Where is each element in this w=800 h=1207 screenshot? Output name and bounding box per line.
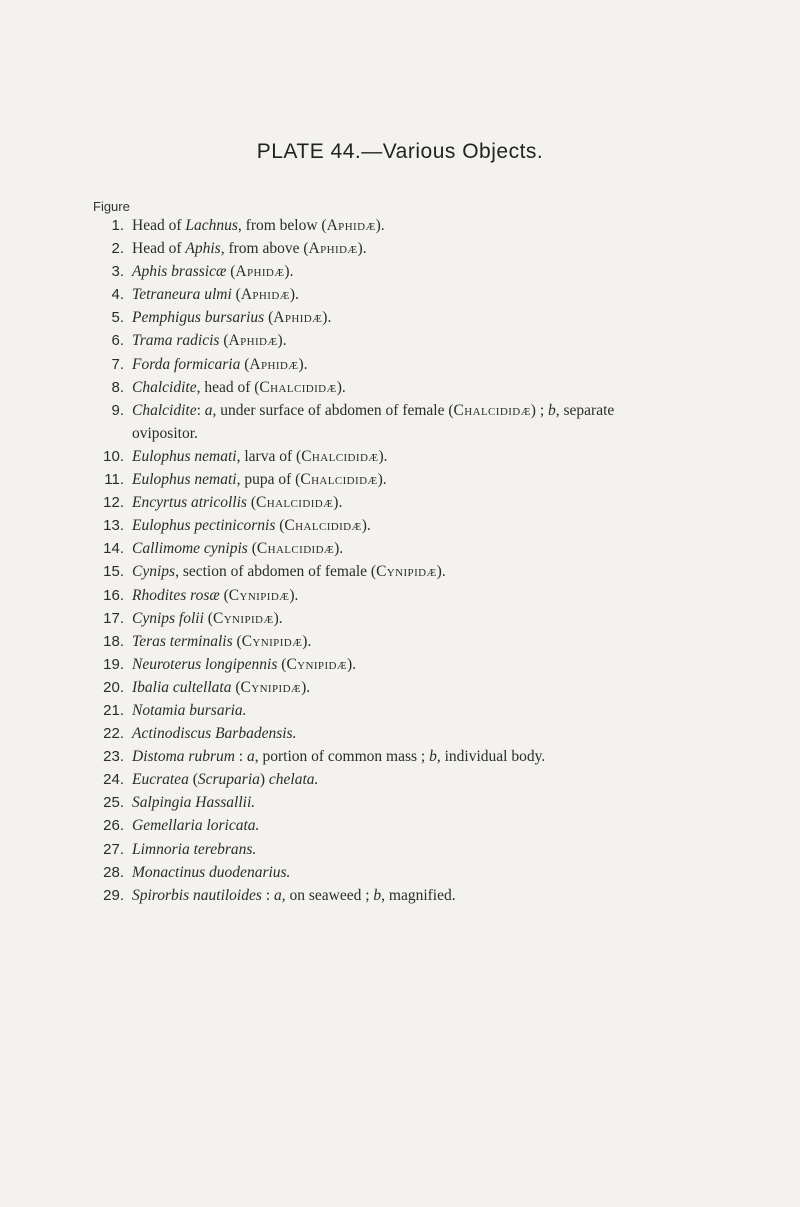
figure-caption xyxy=(132,540,343,557)
figure-entry xyxy=(0,376,800,399)
caption-text: : xyxy=(261,886,274,904)
italic-text: Forda formicaria xyxy=(132,355,241,373)
caption-text: ( xyxy=(240,355,250,373)
figure-number: 26. xyxy=(103,817,124,835)
figure-entry xyxy=(0,514,800,537)
italic-text: b xyxy=(373,886,382,904)
family-name: Chalcididæ xyxy=(259,378,337,396)
italic-text: b xyxy=(429,748,437,766)
italic-text: Distoma rubrum xyxy=(132,748,235,766)
italic-text: Gemellaria loricata. xyxy=(132,817,260,835)
italic-text: Actinodiscus Barbadensis. xyxy=(132,725,297,743)
family-name: Chalcididæ xyxy=(256,494,334,512)
italic-text: Chalcidite xyxy=(132,401,197,419)
caption-text: ( xyxy=(264,309,274,327)
caption-text: ). xyxy=(334,540,344,558)
caption-text: ). xyxy=(361,517,371,535)
caption-text: ). xyxy=(277,332,287,350)
figure-number: 12. xyxy=(103,494,124,512)
figure-entry xyxy=(0,329,800,352)
family-name: Aphidæ xyxy=(235,263,285,281)
italic-text: Eulophus nemati xyxy=(132,471,237,489)
figure-entry xyxy=(0,306,800,329)
figure-caption xyxy=(132,563,446,580)
figure-caption xyxy=(132,794,255,811)
caption-text: ( xyxy=(203,609,213,627)
italic-text: Callimome cynipis xyxy=(132,540,248,558)
caption-text: ). xyxy=(336,378,346,396)
figure-entry xyxy=(0,676,800,699)
caption-text: , pupa of ( xyxy=(236,471,301,489)
italic-text: Salpingia Hassallii. xyxy=(132,794,256,812)
figure-entry xyxy=(0,814,800,837)
figure-number: 10. xyxy=(103,447,124,465)
italic-text: chelata. xyxy=(268,771,319,789)
italic-text: Monactinus duodenarius. xyxy=(132,863,291,881)
italic-text: Scruparia xyxy=(197,771,260,789)
figure-entry xyxy=(0,607,800,630)
figure-entry xyxy=(0,214,800,237)
figure-entry xyxy=(0,353,800,376)
figure-caption xyxy=(132,610,283,627)
caption-text: ). xyxy=(302,632,312,650)
caption-text: ( xyxy=(219,586,229,604)
caption-text: ( xyxy=(226,263,236,281)
figure-number: 9. xyxy=(111,401,124,419)
figure-caption xyxy=(132,517,371,534)
caption-text: , larva of ( xyxy=(236,447,302,465)
figure-number: 1. xyxy=(111,217,124,234)
figure-entry xyxy=(0,791,800,814)
family-name: Cynipidæ xyxy=(376,563,437,581)
caption-text: ( xyxy=(231,286,241,304)
figure-caption xyxy=(132,379,346,396)
figure-caption xyxy=(132,817,259,834)
italic-text: Pemphigus bursarius xyxy=(132,309,265,327)
figure-caption xyxy=(132,332,287,349)
figure-entry xyxy=(0,237,800,260)
figure-number: 27. xyxy=(103,840,124,858)
figure-caption xyxy=(132,286,299,303)
family-name: Chalcididæ xyxy=(284,517,362,535)
figure-number: 28. xyxy=(103,863,124,881)
family-name: Aphidæ xyxy=(308,240,358,258)
family-name: Aphidæ xyxy=(326,217,376,234)
caption-text: , separate xyxy=(555,401,615,419)
figure-entry xyxy=(0,768,800,791)
figure-caption xyxy=(132,309,331,326)
caption-text: ). xyxy=(357,240,367,258)
family-name: Chalcididæ xyxy=(301,447,379,465)
figure-caption xyxy=(132,633,311,650)
caption-text: , under surface of abdomen of female ( xyxy=(212,401,454,419)
caption-text: , from below ( xyxy=(237,217,327,234)
caption-text: Head of xyxy=(132,217,186,234)
italic-text: Limnoria terebrans. xyxy=(132,840,257,858)
figure-entry xyxy=(0,260,800,283)
figure-number: 15. xyxy=(103,563,124,581)
figure-caption xyxy=(132,771,318,788)
italic-text: Teras terminalis xyxy=(132,632,233,650)
figure-number: 3. xyxy=(111,263,124,281)
italic-text: Aphis xyxy=(185,240,221,258)
family-name: Aphidæ xyxy=(249,355,299,373)
caption-text: : xyxy=(234,748,247,766)
caption-text: ( xyxy=(247,540,257,558)
caption-text: , head of ( xyxy=(196,378,260,396)
figure-entry xyxy=(0,445,800,468)
figure-caption xyxy=(132,725,296,742)
caption-text: ( xyxy=(275,517,285,535)
caption-text: ) ; xyxy=(530,401,549,419)
figure-caption xyxy=(132,263,293,280)
caption-text: ). xyxy=(298,355,308,373)
caption-text: ). xyxy=(378,447,388,465)
caption-text: , portion of common mass ; xyxy=(254,748,430,766)
figure-caption xyxy=(132,887,456,904)
figure-entry xyxy=(0,630,800,653)
caption-text: ). xyxy=(347,655,357,673)
figure-number: 21. xyxy=(103,701,124,719)
figure-number: 16. xyxy=(103,586,124,604)
figure-entry xyxy=(0,491,800,514)
caption-text: ). xyxy=(289,286,299,304)
italic-text: Trama radicis xyxy=(132,332,220,350)
figure-number: 29. xyxy=(103,886,124,904)
figure-caption xyxy=(132,217,385,234)
caption-text: ). xyxy=(436,563,446,581)
caption-text: ( xyxy=(188,771,198,789)
family-name: Cynipidæ xyxy=(241,632,303,650)
figure-number: 17. xyxy=(103,609,124,627)
figure-heading: Figure xyxy=(93,199,130,214)
figure-caption xyxy=(132,240,367,257)
caption-text: , section of abdomen of female ( xyxy=(175,563,377,581)
figure-number: 18. xyxy=(103,632,124,650)
italic-text: Cynips xyxy=(132,563,176,581)
figure-number: 24. xyxy=(103,771,124,789)
figure-list xyxy=(0,214,800,907)
italic-text: Eucratea xyxy=(132,771,189,789)
family-name: Chalcididæ xyxy=(300,471,378,489)
family-name: Cynipidæ xyxy=(240,678,302,696)
caption-text: , individual body. xyxy=(436,748,546,766)
figure-caption xyxy=(132,494,342,511)
family-name: Aphidæ xyxy=(228,332,278,350)
italic-text: Neuroterus longipennis xyxy=(132,655,278,673)
figure-caption xyxy=(132,587,298,604)
family-name: Chalcididæ xyxy=(453,401,531,419)
caption-text: , magnified. xyxy=(381,886,456,904)
family-name: Chalcididæ xyxy=(256,540,335,558)
italic-text: Chalcidite xyxy=(132,378,197,396)
caption-text: ). xyxy=(301,678,311,696)
figure-entry xyxy=(0,861,800,884)
figure-number: 13. xyxy=(103,517,124,535)
figure-number: 14. xyxy=(103,540,124,558)
italic-text: a xyxy=(273,886,282,904)
caption-text: ( xyxy=(231,678,241,696)
figure-caption xyxy=(132,702,247,719)
figure-number: 5. xyxy=(111,309,124,327)
family-name: Cynipidæ xyxy=(228,586,290,604)
figure-number: 11. xyxy=(104,471,124,489)
figure-number: 7. xyxy=(111,355,124,373)
figure-entry xyxy=(0,283,800,306)
caption-text: , on seaweed ; xyxy=(281,886,374,904)
caption-text: ). xyxy=(333,494,343,512)
plate-title: PLATE 44.—Various Objects. xyxy=(256,140,544,163)
caption-text: , from above ( xyxy=(220,240,309,258)
italic-text: Eulophus nemati xyxy=(132,447,237,465)
caption-text: ( xyxy=(232,632,242,650)
figure-caption xyxy=(132,841,256,858)
italic-text: Tetraneura ulmi xyxy=(132,286,232,304)
figure-number: 6. xyxy=(111,332,124,350)
figure-number: 19. xyxy=(103,655,124,673)
figure-caption xyxy=(132,656,356,673)
caption-text: ). xyxy=(289,586,299,604)
italic-text: Spirorbis nautiloides xyxy=(132,886,262,904)
figure-entry xyxy=(0,699,800,722)
figure-entry xyxy=(0,584,800,607)
caption-text: ). xyxy=(377,471,387,489)
figure-entry xyxy=(0,838,800,861)
caption-text: ( xyxy=(219,332,229,350)
caption-text: ). xyxy=(284,263,294,281)
figure-number: 25. xyxy=(103,794,124,812)
family-name: Cynipidæ xyxy=(212,609,274,627)
caption-text: ). xyxy=(273,609,283,627)
caption-text: ( xyxy=(246,494,256,512)
figure-caption xyxy=(132,356,308,373)
italic-text: Eulophus pectinicornis xyxy=(132,517,276,535)
family-name: Cynipidæ xyxy=(286,655,348,673)
figure-number: 8. xyxy=(111,378,124,396)
caption-text: Head of xyxy=(132,240,186,258)
figure-number: 22. xyxy=(103,725,124,743)
italic-text: Rhodites rosæ xyxy=(132,586,220,604)
figure-caption xyxy=(132,448,388,465)
figure-entry xyxy=(0,722,800,745)
family-name: Aphidæ xyxy=(273,309,323,327)
figure-number: 20. xyxy=(103,678,124,696)
figure-caption xyxy=(132,748,545,765)
figure-entry xyxy=(0,537,800,560)
figure-entry xyxy=(0,560,800,583)
italic-text: Notamia bursaria. xyxy=(132,701,247,719)
italic-text: a xyxy=(246,748,255,766)
figure-caption xyxy=(132,471,387,488)
caption-text: : xyxy=(196,401,205,419)
figure-entry xyxy=(0,745,800,768)
family-name: Aphidæ xyxy=(240,286,290,304)
caption-continuation: ovipositor. xyxy=(132,424,198,442)
figure-entry xyxy=(0,884,800,907)
figure-entry xyxy=(0,653,800,676)
italic-text: a xyxy=(204,401,213,419)
figure-caption xyxy=(132,402,614,419)
figure-entry xyxy=(0,399,800,445)
italic-text: Lachnus xyxy=(185,217,238,234)
caption-text: ). xyxy=(322,309,332,327)
caption-text: ). xyxy=(375,217,385,234)
caption-text: ) xyxy=(259,771,269,789)
figure-entry xyxy=(0,468,800,491)
italic-text: Ibalia cultellata xyxy=(132,678,232,696)
figure-number: 2. xyxy=(111,240,124,258)
italic-text: Encyrtus atricollis xyxy=(132,494,247,512)
italic-text: Cynips folii xyxy=(132,609,204,627)
figure-caption xyxy=(132,679,310,696)
figure-number: 23. xyxy=(103,748,124,766)
figure-number: 4. xyxy=(111,286,124,304)
caption-text: ( xyxy=(277,655,287,673)
figure-caption xyxy=(132,864,290,881)
italic-text: b xyxy=(548,401,556,419)
italic-text: Aphis brassicæ xyxy=(132,263,227,281)
